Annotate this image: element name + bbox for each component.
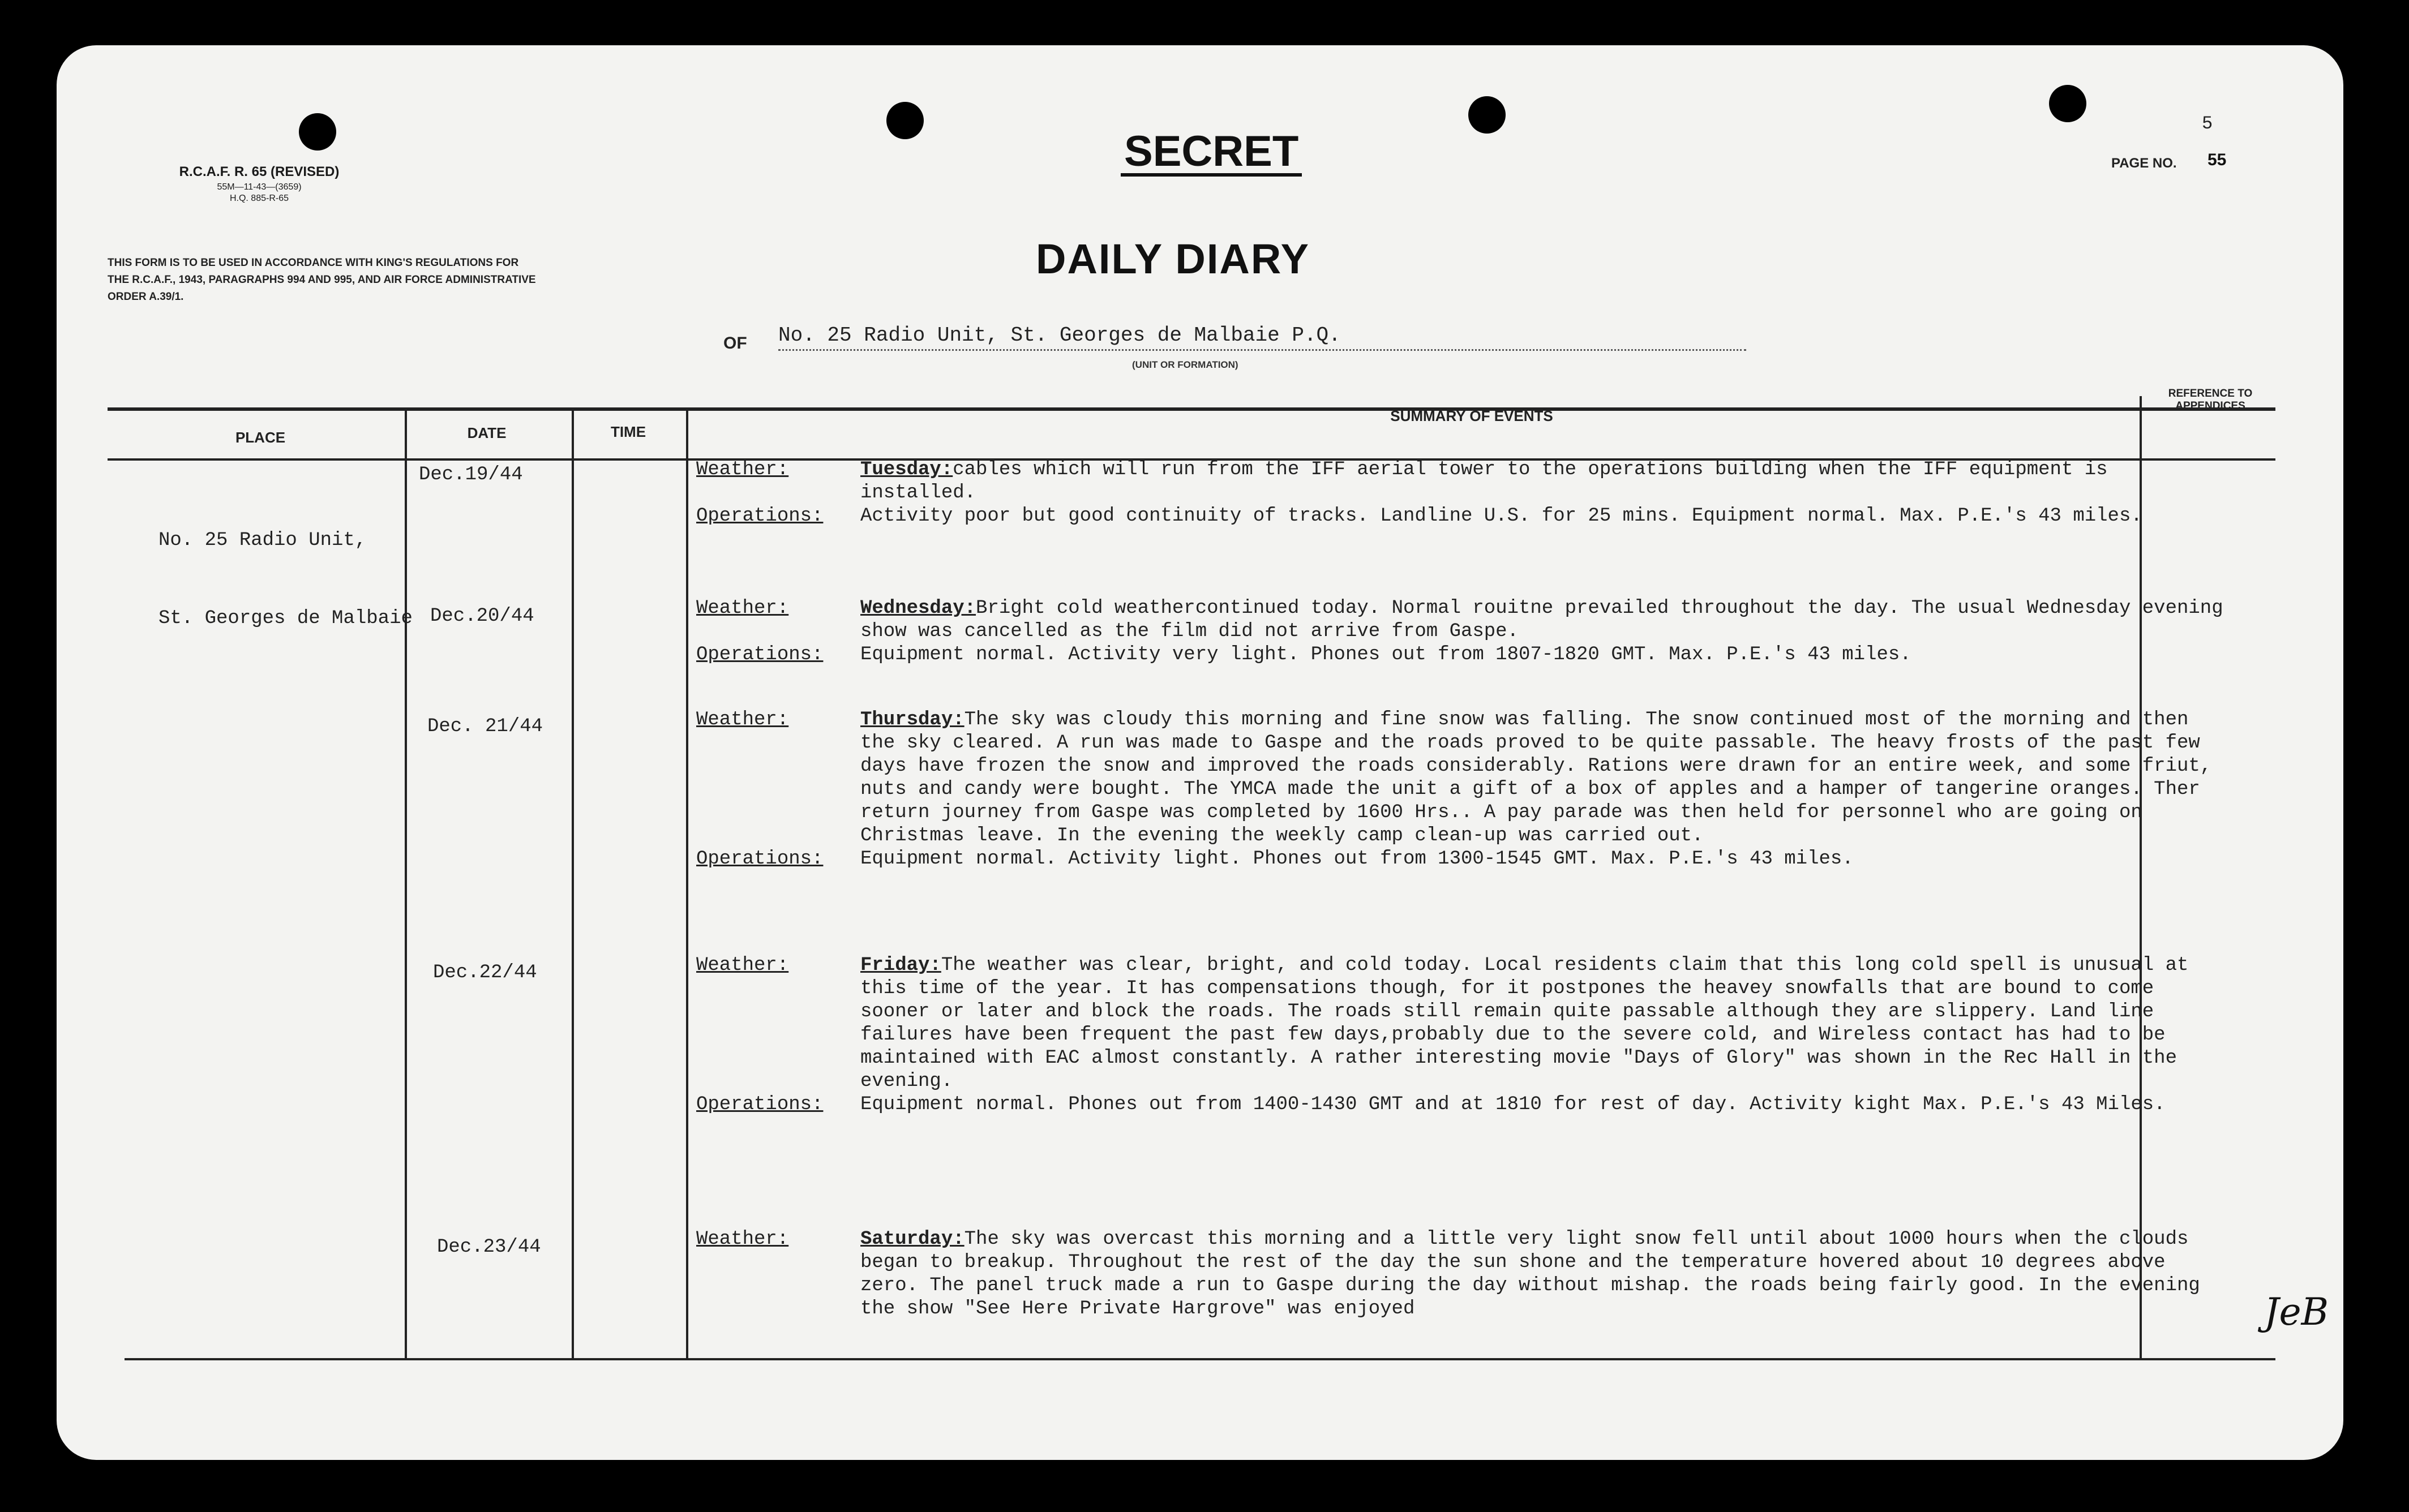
weather-row: [696, 708, 2224, 848]
day-name: Saturday:: [860, 1228, 965, 1250]
column-header-time: TIME: [610, 423, 646, 440]
column-divider: [2140, 396, 2142, 1358]
place-cell: [158, 475, 413, 684]
diary-entry: [696, 954, 2224, 1116]
date-cell: Dec.23/44: [437, 1236, 541, 1258]
diary-entry: [696, 458, 2224, 528]
weather-label: Weather:: [696, 598, 789, 619]
day-name: Thursday:: [860, 709, 965, 731]
weather-label: Weather:: [696, 1228, 789, 1250]
form-code-line: 55M—11-43—(3659): [217, 182, 302, 192]
page-title: DAILY DIARY: [1036, 235, 1310, 282]
column-header-reference: REFERENCE TO APPENDICES: [2168, 388, 2253, 412]
punch-hole: [886, 102, 924, 139]
weather-body: The sky was cloudy this morning and fine snow was falling. The snow continued most of the morning and then the sky cleared. A run was made to Gaspe and the roads proved to be quite passable. The heavy frosts of the past few days have frozen the snow and improved the roads considerably. Rations were drawn for an entire week, and some friut, nuts and candy were bought. The YMCA made the unit a gift of a box of apples and a hamper of tangerine oranges. Ther return journey from Gaspe was completed by 1600 Hrs.. A pay parade was then held for personnel who are going on Christmas leave. In the evening the weekly camp clean-up was carried out.: [860, 709, 2212, 847]
punch-hole: [299, 113, 336, 151]
weather-row: [696, 1228, 2224, 1321]
operations-row: [696, 848, 2224, 871]
weather-row: [696, 458, 2224, 505]
form-instructions: THIS FORM IS TO BE USED IN ACCORDANCE WITH KING'S REGULATIONS FOR THE R.C.A.F., 1943, PARAGRAPHS 994 AND 995, AND AIR FORCE ADMINISTRATIVE ORDER A.39/1.: [108, 257, 536, 303]
column-header-place: PLACE: [235, 429, 286, 446]
operations-row: [696, 1093, 2224, 1116]
operations-text: Equipment normal. Activity light. Phones out from 1300-1545 GMT. Max. P.E.'s 43 miles.: [860, 848, 1854, 870]
punch-hole: [2049, 85, 2086, 122]
page-no-label: PAGE NO.: [2111, 156, 2177, 171]
date-cell: Dec.22/44: [433, 962, 537, 983]
weather-row: [696, 597, 2224, 643]
weather-row: [696, 954, 2224, 1093]
secret-stamp: SECRET: [1121, 130, 1302, 177]
form-code-line: H.Q. 885-R-65: [229, 194, 289, 203]
weather-label: Weather:: [696, 955, 789, 976]
weather-text: [860, 954, 2224, 1093]
diary-page: [57, 45, 2343, 1460]
weather-text: [860, 1228, 2224, 1321]
unit-name: No. 25 Radio Unit, St. Georges de Malbaie P.Q.: [778, 324, 1746, 351]
date-cell: Dec.20/44: [430, 605, 534, 627]
place-line: No. 25 Radio Unit,: [158, 530, 367, 551]
diary-entry: [696, 597, 2224, 667]
operations-label: Operations:: [696, 1094, 824, 1115]
weather-text: [860, 458, 2224, 505]
weather-body: The sky was overcast this morning and a little very light snow fell until about 1000 hours when the clouds began to breakup. Throughout the rest of the day the sun shone and the temperature hovered about 10 degrees above zero. The panel truck made a run to Gaspe during the day without mishap. the roads being fairly good. In the evening the show "See Here Private Hargrove" was enjoyed: [860, 1228, 2200, 1320]
operations-text: Activity poor but good continuity of tracks. Landline U.S. for 25 mins. Equipment normal. Max. P.E.'s 43 miles.: [860, 505, 2142, 527]
date-cell: Dec.19/44: [419, 464, 523, 486]
date-cell: Dec. 21/44: [427, 716, 543, 737]
operations-text: Equipment normal. Activity very light. Phones out from 1807-1820 GMT. Max. P.E.'s 43 miles.: [860, 644, 1911, 665]
diary-entry: [696, 708, 2224, 871]
column-header-date: DATE: [467, 424, 507, 441]
weather-body: The weather was clear, bright, and cold today. Local residents claim that this long cold spell is unusual at this time of the year. It has compensations though, for it postpones the heavey snowfalls that are bound to come sooner or later and block the roads. The roads still remain quite passable although they are slippery. Land line failures have been frequent the past few days,probably due to the severe cold, and Wireless contact has had to be maintained with EAC almost constantly. A rather interesting movie "Days of Glory" was shown in the Rec Hall in the evening.: [860, 955, 2189, 1092]
operations-label: Operations:: [696, 505, 824, 527]
day-name: Friday:: [860, 955, 941, 976]
place-line: St. Georges de Malbaie: [158, 608, 413, 629]
operations-row: [696, 643, 2224, 667]
punch-hole: [1468, 96, 1506, 134]
of-label: OF: [723, 334, 747, 353]
weather-body: Bright cold weathercontinued today. Normal rouitne prevailed throughout the day. The usual Wednesday evening show was cancelled as the film did not arrive from Gaspe.: [860, 598, 2223, 642]
day-name: Wednesday:: [860, 598, 976, 619]
operations-row: [696, 505, 2224, 528]
form-code: [123, 164, 395, 204]
column-divider: [572, 411, 574, 1358]
day-name: Tuesday:: [860, 459, 953, 480]
weather-label: Weather:: [696, 459, 789, 480]
operations-label: Operations:: [696, 848, 824, 870]
weather-text: [860, 597, 2224, 643]
weather-label: Weather:: [696, 709, 789, 731]
form-code-line: R.C.A.F. R. 65 (REVISED): [179, 164, 340, 179]
page-number: 5: [2202, 113, 2213, 134]
table-bottom-rule: [125, 1358, 2275, 1360]
column-divider: [686, 411, 688, 1358]
operations-text: Equipment normal. Phones out from 1400-1430 GMT and at 1810 for rest of day. Activity kight Max. P.E.'s 43 Miles.: [860, 1094, 2166, 1115]
page-number-struck: 55: [2207, 151, 2227, 169]
operations-label: Operations:: [696, 644, 824, 665]
weather-text: [860, 708, 2224, 848]
handwritten-initials: JeB: [2264, 1290, 2329, 1334]
weather-body: cables which will run from the IFF aerial tower to the operations building when the IFF equipment is installed.: [860, 459, 2108, 504]
diary-entry: [696, 1228, 2224, 1321]
column-header-summary: SUMMARY OF EVENTS: [1390, 407, 1553, 424]
unit-caption: (UNIT OR FORMATION): [1132, 359, 1238, 370]
